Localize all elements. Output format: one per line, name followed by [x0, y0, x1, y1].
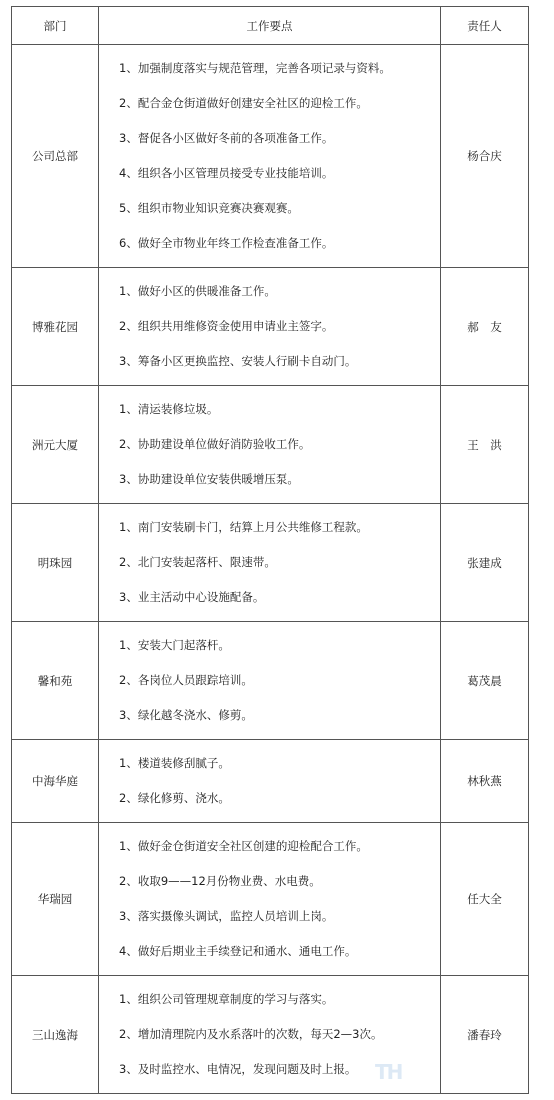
- owner-cell: 王 洪: [441, 386, 529, 504]
- work-item: 3、绿化越冬浇水、修剪。: [119, 708, 253, 722]
- work-item: 2、收取9——12月份物业费、水电费。: [119, 874, 321, 888]
- table-row: [12, 823, 529, 976]
- work-item: 2、各岗位人员跟踪培训。: [119, 673, 253, 687]
- dept-cell: 中海华庭: [12, 740, 99, 823]
- work-item: 3、协助建设单位安装供暖增压泵。: [119, 472, 299, 486]
- items-cell: [99, 386, 441, 504]
- items-cell: [99, 823, 441, 976]
- work-item: 3、及时监控水、电情况，发现问题及时上报。: [119, 1062, 357, 1076]
- header-owner: 责任人: [441, 7, 529, 45]
- work-item: 3、业主活动中心设施配备。: [119, 590, 265, 604]
- work-item: 1、加强制度落实与规范管理，完善各项记录与资料。: [119, 61, 391, 75]
- work-item: 2、绿化修剪、浇水。: [119, 791, 230, 805]
- owner-cell: 任大全: [441, 823, 529, 976]
- owner-cell: 潘春玲: [441, 976, 529, 1094]
- dept-cell: 三山逸海: [12, 976, 99, 1094]
- dept-cell: 馨和苑: [12, 622, 99, 740]
- table-row: [12, 45, 529, 268]
- header-items: 工作要点: [99, 7, 441, 45]
- work-item: 1、南门安装刷卡门，结算上月公共维修工程款。: [119, 520, 368, 534]
- table-row: [12, 740, 529, 823]
- table-body: [12, 45, 529, 1094]
- work-item: 3、筹备小区更换监控、安装人行刷卡自动门。: [119, 354, 357, 368]
- work-item: 2、增加清理院内及水系落叶的次数，每天2—3次。: [119, 1027, 383, 1041]
- dept-cell: 博雅花园: [12, 268, 99, 386]
- table-row: [12, 504, 529, 622]
- header-dept: 部门: [12, 7, 99, 45]
- work-item: 3、落实摄像头调试，监控人员培训上岗。: [119, 909, 334, 923]
- items-cell: [99, 504, 441, 622]
- items-cell: [99, 45, 441, 268]
- items-cell: [99, 268, 441, 386]
- work-item: 1、做好金仓街道安全社区创建的迎检配合工作。: [119, 839, 368, 853]
- work-item: 4、组织各小区管理员接受专业技能培训。: [119, 166, 334, 180]
- dept-cell: 公司总部: [12, 45, 99, 268]
- dept-cell: 洲元大厦: [12, 386, 99, 504]
- table-row: [12, 386, 529, 504]
- table-row: [12, 976, 529, 1094]
- work-item: 4、做好后期业主手续登记和通水、通电工作。: [119, 944, 357, 958]
- table-row: [12, 268, 529, 386]
- table-row: [12, 622, 529, 740]
- work-item: 6、做好全市物业年终工作检查准备工作。: [119, 236, 334, 250]
- items-cell: [99, 740, 441, 823]
- work-item: 1、做好小区的供暖准备工作。: [119, 284, 276, 298]
- owner-cell: 郝 友: [441, 268, 529, 386]
- items-cell: [99, 622, 441, 740]
- work-item: 2、北门安装起落杆、限速带。: [119, 555, 276, 569]
- header-row: [12, 7, 529, 45]
- work-item: 1、清运装修垃圾。: [119, 402, 219, 416]
- dept-cell: 明珠园: [12, 504, 99, 622]
- work-item: 1、楼道装修刮腻子。: [119, 756, 230, 770]
- work-item: 2、组织共用维修资金使用申请业主签字。: [119, 319, 334, 333]
- work-item: 2、协助建设单位做好消防验收工作。: [119, 437, 311, 451]
- work-item: 1、安装大门起落杆。: [119, 638, 230, 652]
- work-item: 2、配合金仓街道做好创建安全社区的迎检工作。: [119, 96, 368, 110]
- owner-cell: 林秋燕: [441, 740, 529, 823]
- work-plan-table: [11, 6, 529, 1094]
- work-item: 3、督促各小区做好冬前的各项准备工作。: [119, 131, 334, 145]
- work-item: 5、组织市物业知识竞赛决赛观赛。: [119, 201, 299, 215]
- owner-cell: 葛茂晨: [441, 622, 529, 740]
- dept-cell: 华瑞园: [12, 823, 99, 976]
- watermark-logo: TH: [375, 1060, 402, 1084]
- owner-cell: 杨合庆: [441, 45, 529, 268]
- work-item: 1、组织公司管理规章制度的学习与落实。: [119, 992, 334, 1006]
- owner-cell: 张建成: [441, 504, 529, 622]
